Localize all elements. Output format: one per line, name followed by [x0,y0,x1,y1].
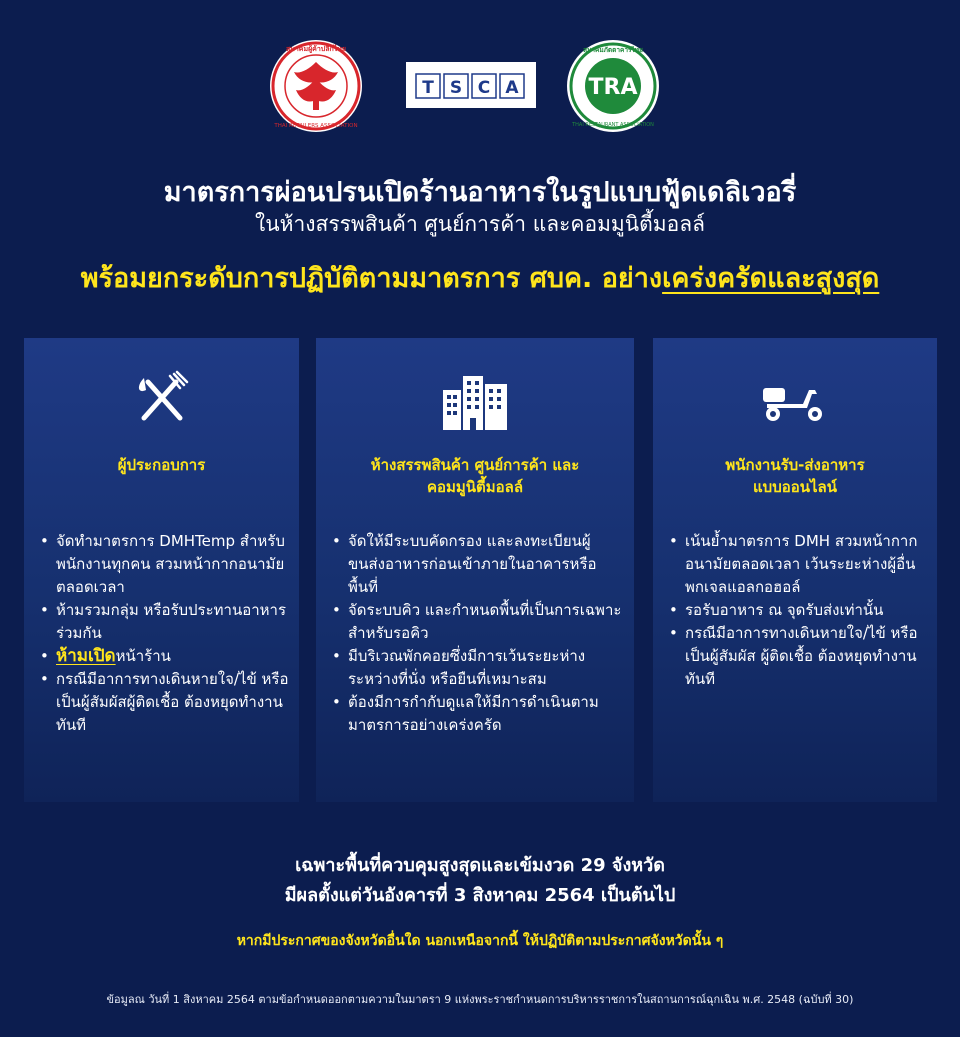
svg-text:THAI RESTAURANT ASSOCIATION: THAI RESTAURANT ASSOCIATION [572,122,654,128]
card-title: ผู้ประกอบการ [117,456,206,474]
footer-effective-date: มีผลตั้งแต่วันอังคารที่ 3 สิงหาคม 2564 เป็นต้นไป [284,885,676,906]
svg-text:สมาคมภัตตาคารไทย: สมาคมภัตตาคารไทย [583,46,643,54]
list-item-highlight [40,645,291,668]
list-item: • กรณีมีอาการทางเดินหายใจ/ไข้ หรือเป็นผู้สัมผัส ผู้ติดเชื้อ ต้องหยุดทำงานทันที [669,622,929,691]
svg-text:สมาคมผู้ค้าปลีกไทย: สมาคมผู้ค้าปลีกไทย [285,45,347,53]
svg-text:S: S [449,78,463,98]
card-title-line: ห้างสรรพสินค้า ศูนย์การค้า และ [370,456,580,474]
svg-text:THAI RETAILERS ASSOCIATION: THAI RETAILERS ASSOCIATION [274,123,358,129]
highlight-text: ห้ามเปิด [56,646,116,666]
footer-provinces: เฉพาะพื้นที่ควบคุมสูงสุดและเข้มงวด 29 จังหวัด [295,855,665,876]
card-malls [316,338,634,802]
card-list [669,530,929,691]
svg-text:T: T [422,78,434,98]
list-item: • จัดทำมาตรการ DMHTemp สำหรับพนักงานทุกคน สวมหน้ากากอนามัยตลอดเวลา [40,530,291,599]
footer-source: ข้อมูลณ วันที่ 1 สิงหาคม 2564 ตามข้อกำหนดออกตามความในมาตรา 9 แห่งพระราชกำหนดการบริหารราชการในสถานการณ์ฉุกเฉิน พ.ศ. 2548 (ฉบับที่ 30) [106,993,854,1006]
scooter-icon [653,368,937,436]
list-item: • กรณีมีอาการทางเดินหายใจ/ไข้ หรือเป็นผู้สัมผัสผู้ติดเชื้อ ต้องหยุดทำงานทันที [40,668,291,737]
card-title-line: พนักงานรับ-ส่งอาหาร [725,456,865,474]
card-title-line: คอมมูนิตี้มอลล์ [426,478,524,496]
card-operators [24,338,299,802]
tsca-logo [406,62,536,108]
card-title [326,454,624,498]
card-list [40,530,291,737]
buildings-icon [316,368,634,436]
list-item: • ห้ามรวมกลุ่ม หรือรับประทานอาหารร่วมกัน [40,599,291,645]
list-item: • ต้องมีการกำกับดูแลให้มีการดำเนินตามมาตรการอย่างเคร่งครัด [332,691,626,737]
footer-notice: หากมีประกาศของจังหวัดอื่นใด นอกเหนือจากนี้ ให้ปฏิบัติตามประกาศจังหวัดนั้น ๆ [236,933,724,949]
highlight-rest: หน้าร้าน [115,647,171,665]
card-title-line: แบบออนไลน์ [753,478,837,496]
card-title [663,454,927,498]
fork-knife-icon [24,368,299,436]
list-item: • จัดให้มีระบบคัดกรอง และลงทะเบียนผู้ขนส่งอาหารก่อนเข้าภายในอาคารหรือพื้นที่ [332,530,626,599]
thai-retailers-association-logo [266,38,366,134]
card-list [332,530,626,737]
headline-emphasis-underlined: เคร่งครัดและสูงสุด [662,263,880,294]
list-item: • เน้นย้ำมาตรการ DMH สวมหน้ากากอนามัยตลอดเวลา เว้นระยะห่างผู้อื่น พกเจลแอลกอฮอล์ [669,530,929,599]
thai-restaurant-association-logo [565,38,661,134]
list-item: • จัดระบบคิว และกำหนดพื้นที่เป็นการเฉพาะสำหรับรอคิว [332,599,626,645]
headline-title: มาตรการผ่อนปรนเปิดร้านอาหารในรูปแบบฟู้ดเดลิเวอรี่ [163,177,797,208]
partner-logos [0,36,960,136]
list-item: • มีบริเวณพักคอยซึ่งมีการเว้นระยะห่างระหว่างที่นั่ง หรือยืนที่เหมาะสม [332,645,626,691]
headline-emphasis-prefix: พร้อมยกระดับการปฏิบัติตามมาตรการ ศบค. อย่าง [80,263,663,294]
headline-subtitle: ในห้างสรรพสินค้า ศูนย์การค้า และคอมมูนิตี้มอลล์ [255,212,705,236]
svg-text:A: A [505,78,519,98]
svg-text:TRA: TRA [588,75,638,100]
list-item: • รอรับอาหาร ณ จุดรับส่งเท่านั้น [669,599,929,622]
headline-emphasis [0,256,960,299]
svg-text:C: C [477,78,491,98]
card-delivery-riders [653,338,937,802]
